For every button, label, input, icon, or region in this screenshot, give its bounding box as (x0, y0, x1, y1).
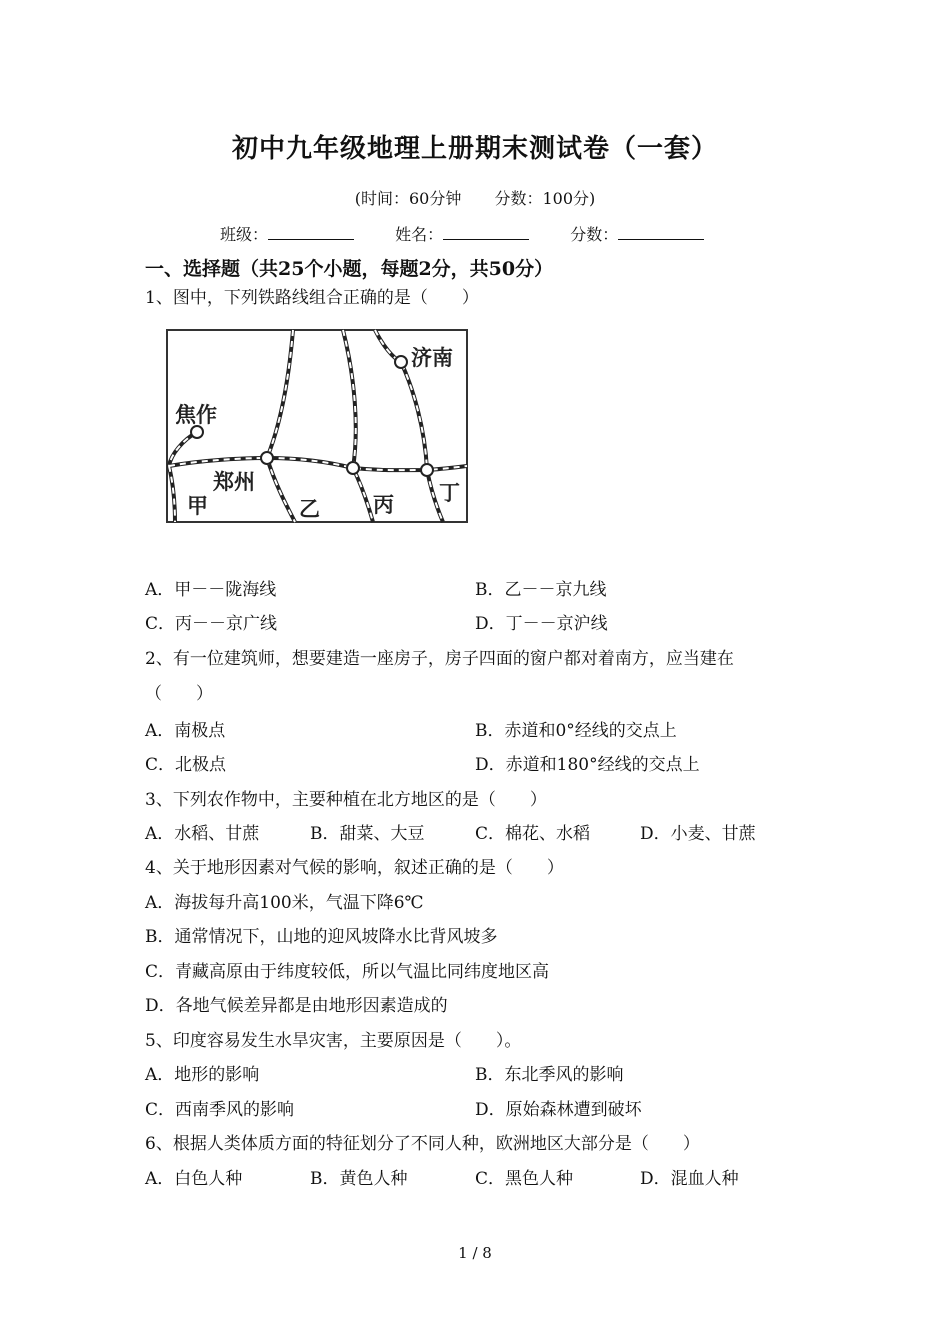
q5-option-d[interactable]: D．原始森林遭到破坏 (475, 1100, 642, 1120)
q5-stem: 5、印度容易发生水旱灾害，主要原因是（ ）。 (145, 1031, 522, 1051)
q3-stem: 3、下列农作物中，主要种植在北方地区的是（ ） (145, 790, 547, 810)
jinan-station (395, 356, 407, 368)
q3-options (145, 819, 756, 844)
student-info-fields (220, 222, 740, 245)
q6-option-c[interactable]: C．黑色人种 (475, 1169, 574, 1189)
railway-map (163, 318, 473, 528)
q1-option-d[interactable]: D．丁－－京沪线 (475, 614, 608, 634)
q5-option-c[interactable]: C．西南季风的影响 (145, 1100, 295, 1120)
q1-option-b[interactable]: B．乙－－京九线 (475, 580, 607, 600)
ding-junction (421, 464, 433, 476)
label-jinan: 济南 (411, 346, 453, 370)
bing-junction (347, 462, 359, 474)
q2-option-d[interactable]: D．赤道和180°经线的交点上 (475, 755, 700, 775)
page-number: 1 / 8 (458, 1244, 492, 1262)
q1-stem: 1、图中，下列铁路线组合正确的是（ ） (145, 288, 479, 308)
score-blank[interactable] (618, 225, 704, 240)
class-blank[interactable] (268, 225, 354, 240)
q4-option-d[interactable]: D．各地气候差异都是由地形因素造成的 (145, 996, 448, 1016)
q6-option-b[interactable]: B．黄色人种 (310, 1169, 408, 1189)
page-title: 初中九年级地理上册期末测试卷（一套） (231, 134, 718, 164)
q3-option-c[interactable]: C．棉花、水稻 (475, 824, 591, 844)
label-yi: 乙 (299, 497, 320, 521)
score-field[interactable] (570, 222, 704, 245)
q6-options (145, 1164, 739, 1189)
q5-option-a[interactable]: A．地形的影响 (145, 1065, 260, 1085)
section-heading: 一、选择题（共25个小题，每题2分，共50分） (145, 258, 554, 280)
q3-option-a[interactable]: A．水稻、甘蔗 (145, 824, 260, 844)
q1-option-c[interactable]: C．丙－－京广线 (145, 614, 278, 634)
q5-option-b[interactable]: B．东北季风的影响 (475, 1065, 624, 1085)
q4-option-a[interactable]: A．海拔每升高100米，气温下降6℃ (145, 893, 424, 913)
zhengzhou-station (261, 452, 273, 464)
jiaozuo-station (191, 426, 203, 438)
q4-stem: 4、关于地形因素对气候的影响，叙述正确的是（ ） (145, 858, 564, 878)
name-blank[interactable] (443, 225, 529, 240)
q1-option-a[interactable]: A．甲－－陇海线 (145, 580, 277, 600)
railway-map-svg (163, 318, 473, 528)
q2-stem-blank: （ ） (145, 684, 213, 704)
total-score: 分数：100分) (494, 189, 596, 208)
q6-option-d[interactable]: D．混血人种 (640, 1169, 739, 1189)
q6-option-a[interactable]: A．白色人种 (145, 1169, 243, 1189)
label-jia: 甲 (187, 494, 208, 518)
label-jiaozuo: 焦作 (175, 403, 217, 427)
q3-option-b[interactable]: B．甜菜、大豆 (310, 824, 425, 844)
q2-option-a[interactable]: A．南极点 (145, 721, 226, 741)
score-label: 分数： (570, 225, 619, 244)
name-label: 姓名： (395, 225, 444, 244)
label-bing: 丙 (373, 493, 394, 517)
q3-option-d[interactable]: D．小麦、甘蔗 (640, 824, 756, 844)
q2-option-c[interactable]: C．北极点 (145, 755, 227, 775)
label-zhengzhou: 郑州 (213, 470, 255, 494)
time-limit: (时间：60分钟 (354, 189, 462, 208)
q4-option-b[interactable]: B．通常情况下，山地的迎风坡降水比背风坡多 (145, 927, 498, 947)
label-ding: 丁 (439, 481, 460, 505)
q6-stem: 6、根据人类体质方面的特征划分了不同人种，欧洲地区大部分是（ ） (145, 1134, 700, 1154)
exam-meta (0, 186, 950, 209)
class-label: 班级： (220, 225, 269, 244)
name-field[interactable] (395, 222, 529, 245)
q2-stem: 2、有一位建筑师，想要建造一座房子，房子四面的窗户都对着南方，应当建在 (145, 649, 734, 669)
q2-option-b[interactable]: B．赤道和0°经线的交点上 (475, 721, 677, 741)
railway-bing (343, 330, 373, 522)
q4-option-c[interactable]: C．青藏高原由于纬度较低，所以气温比同纬度地区高 (145, 962, 550, 982)
class-field[interactable] (220, 222, 354, 245)
